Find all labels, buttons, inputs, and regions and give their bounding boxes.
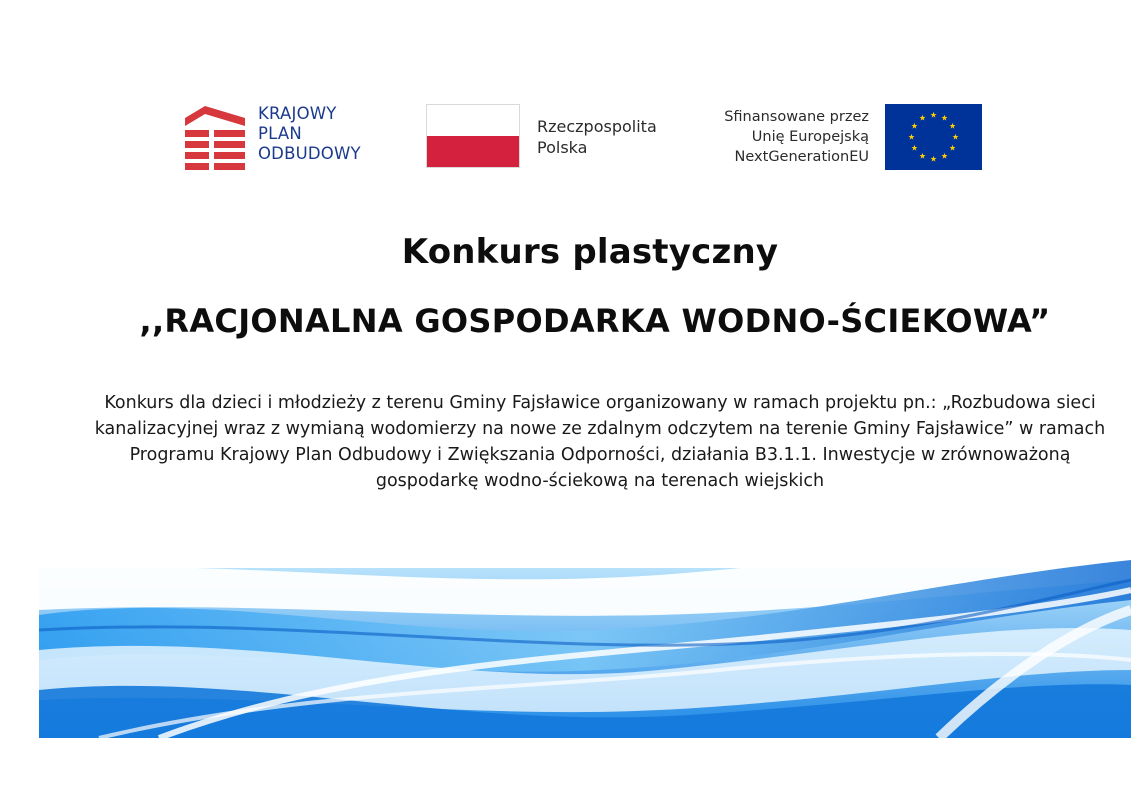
- eu-line: Unię Europejską: [751, 129, 869, 145]
- kpo-line: KRAJOWY: [258, 104, 337, 123]
- kpo-line: ODBUDOWY: [258, 144, 361, 163]
- rp-line: Polska: [537, 138, 588, 157]
- kpo-line: PLAN: [258, 124, 302, 143]
- rp-logo-text: [537, 116, 657, 158]
- description-line: kanalizacyjnej wraz z wymianą wodomierzy na nowe ze zdalnym odczytem na terenie Gminy Fajsławice” w ramach: [94, 419, 1106, 439]
- eu-logo: [700, 102, 985, 174]
- description-line: Programu Krajowy Plan Odbudowy i Zwiększania Odporności, działania B3.1.1. Inwestycje w zrównoważoną: [129, 445, 1071, 465]
- description-line: Konkurs dla dzieci i młodzieży z terenu Gminy Fajsławice organizowany w ramach projektu pn.: „Rozbudowa sieci: [104, 393, 1096, 413]
- eu-line: Sfinansowane przez: [724, 109, 869, 125]
- eu-line: NextGenerationEU: [734, 149, 869, 165]
- description-line: gospodarkę wodno-ściekową na terenach wiejskich: [375, 471, 825, 491]
- blue-waves-banner: [39, 520, 1131, 738]
- description: [80, 390, 1120, 494]
- eu-logo-text: [724, 107, 869, 167]
- page-title: Konkurs plastyczny: [401, 232, 779, 272]
- kpo-logo: [183, 104, 398, 172]
- kpo-logo-text: [258, 104, 361, 164]
- rp-logo: [424, 102, 684, 174]
- page-subtitle: ,,RACJONALNA GOSPODARKA WODNO-ŚCIEKOWA”: [139, 302, 1051, 340]
- eu-flag-icon: [885, 104, 982, 170]
- poland-flag-icon: [426, 104, 520, 168]
- kpo-emblem-icon: [183, 104, 253, 172]
- rp-line: Rzeczpospolita: [537, 117, 657, 136]
